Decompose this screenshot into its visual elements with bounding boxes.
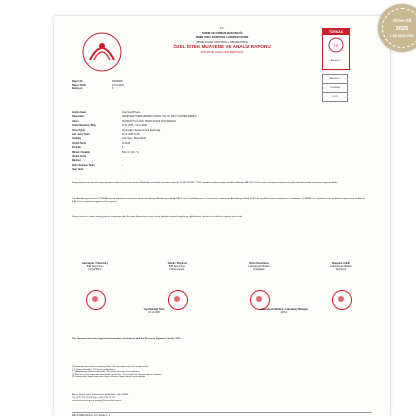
sample-info-table [72,112,352,173]
meta-value: 0 [112,87,114,91]
lab-name-en: (IZMIR FOOD CONTROL LABORATORY) [195,39,249,44]
footnote: (*) Analiz sonuçları yalnızca numuneye aittir. / Results relate only to the sample tested. [72,366,149,368]
meta-key: Rapor Tarihi [72,83,86,87]
side-box-cell: 12.25 [322,93,348,102]
info-value: 07.11.2025 12:30 [122,133,140,136]
stamp-icon [250,290,270,310]
issue-signature [114,308,194,314]
report-title: ÖZEL İSTEK MUAYENE VE ANALİZ RAPORU [173,44,271,50]
info-key: Miktarı / Sıcaklık [72,151,90,154]
lab-name: İZMİR GIDA KONTROL LABORATUVARI [195,35,249,40]
info-key: Ambalaj [72,138,81,141]
ministry-name: TARIM VE ORMAN BAKANLIĞI [201,30,243,35]
signature-name: Mühür [280,311,288,315]
info-row [72,169,352,173]
info-value: KÜPRÜKÖYLÜ MAH. PINAR SOKAK NO:8 MANİSA [122,120,176,123]
info-value: - [122,164,123,167]
badge-top: Olive Oil [392,18,412,23]
footnote: (2) Laboratuvara ulaşan numunenin kabul kriterlerine uygun olduğu tespit edilmiştir. [72,376,146,379]
footnote: (1) Numune müşteri tarafından laboratuvara getirilmiştir. / The sample was delivered by the customer. [72,373,162,376]
info-value: Özel İstek/Private [122,112,140,114]
info-key: Analiz Amacı [72,112,87,114]
meta-value: 25209948 [112,80,123,83]
footnote: (**) Ölçüm belirsizliği ± %95 güven aralığındadır. [72,368,115,371]
ministry-logo-icon [82,32,122,72]
signature-role: Birim Sorumlusu [249,262,269,265]
signature-role: Teknik / Physical [167,262,187,265]
info-key: Alan Taraf [72,169,84,172]
signature-name: 13.11.2025 [148,311,160,315]
manager-signature [244,308,324,314]
signature-name: Kimya Birimi [88,268,102,272]
signature-dept: Bitki Sorumlusu [168,265,186,269]
info-key: Cinsi (Type) [72,129,85,132]
info-value: Zeytinyağı / Natürel Sızma Zeytinyağı [122,129,161,132]
report-sheet [54,16,390,416]
signature-dept: Laboratuvar Müdürü [330,265,352,269]
turkak-mark-icon [323,35,349,55]
stamp-icon [86,290,106,310]
side-box-cell: 25209948 [322,84,348,93]
header-text [154,26,290,54]
info-key: Lab. Geliş Tarihi [72,133,90,136]
meta-key: Revizyon [72,87,83,91]
badge-year: 2025 [395,26,409,32]
info-value: - [122,169,123,172]
info-value: - [122,155,123,158]
info-value: ANDEVLER TARIM ORMANCI SANAYİ VE TİC.MET.T.LİMİTED ŞİRKETİ [122,116,197,119]
address-block [72,394,372,403]
address-line: Tel: 0232 376 XX XX Faks: 0232 376 XX XX [72,397,115,399]
signature-name: Fiziksel Analiz [169,268,185,272]
info-key: Parti No [72,147,81,150]
info-value: 2 [122,147,124,150]
info-value: Cam Şişe / Glass Bottle [122,138,147,141]
signature-role: Muayene Yetkili [332,262,350,265]
signature-role: Hazırlayan / Chemistry [82,262,108,265]
address-line: Adres: Gıda Kontrol Laboratuvarı Müdürlüğü, Çiğli / İZMİR [72,394,129,396]
signature-dept: Bitki Sorumlusu [86,265,104,269]
info-key: Adres [72,120,79,123]
disclaimer-paragraph: Deney sonuçları sadece deneyi yapılan numuneye aittir. Bu rapor laboratuvarın yazılı onayı olmadan kısmen kopyalanıp çoğaltılamaz. İmzasız ve mühürsüz raporlar geçersizdir. [72,216,243,218]
info-key: Şekil, Numune Tarihi [72,164,95,167]
info-key: Analiz Başlama / Bitiş [72,125,96,128]
signature-block [146,262,208,272]
signature-role: Yayımlandığı Tarih [143,308,165,311]
svg-text:TS: TS [333,43,339,48]
info-value: 500 ml / 20,1 °C [122,151,139,154]
info-value: 07.11.2025 - 13.11.2025 [122,125,147,128]
turkak-label: TÜRKAK [323,29,349,35]
meta-value: 13.11.2025 [112,83,124,87]
accreditation-box [322,74,348,102]
meta-key: Rapor No [72,80,83,83]
turkak-logo [322,28,350,70]
badge-bottom: LAB ANALYSIS [390,34,414,38]
info-key: Markası [72,160,81,163]
signature-name: Onaylayan [253,268,265,272]
signature-block [64,262,126,272]
footer-bar: DEY-FORM-26 Rev. 01 | Sayfa 1 / 1 [72,412,372,416]
signature-role: Laboratuvar Müdürü / Laboratory Manager [259,308,309,311]
address-line: www.tarimorman.gov.tr izmirgkl@tarimorman.gov.tr [72,400,122,402]
report-meta [72,80,302,91]
info-key: Üretici Firma [72,155,87,158]
meta-row [72,87,302,91]
esign-note: This document has been signed electronically in accordance with the Electronic Signature Law No. 5070 [72,338,181,340]
accreditation-paragraph: Deney laboratuvarı olarak faaliyet gösteren Gıda Kontrol Laboratuvarı Müdürlüğü tarafından yürütülen analizler TS EN ISO/IEC 17025 standardı şartlarına göre akredite edilmiştir. (AB-0615-T) Bu rapor, numunenin laboratuvara geliş halindeki analiz sonuçlarını kapsamaktadır. [72,182,338,184]
info-key: Talep Eden [72,116,85,119]
turkak-paragraph: Türk Akreditasyon Kurumu (TÜRKAK) deney raporlarının tanınması konusunda Avrupa Akreditasyon Birliği (EA) ile Çok Taraflı Anlaşma ve Uluslararası Laboratuvar Akreditasyon Birliği (ILAC) ile karşılıklı tanınma anlaşmasını imzalamıştır. (TÜRKAK is a signatory to the multilateral agreements of EA and ILAC for the mutual recognition of test reports.) [72,198,365,204]
turkak-ref: AB-0615-T [330,60,342,62]
republic: T.C. [219,26,225,30]
signature-block [310,262,372,272]
report-title-en: (PRIVATE ANALYSIS REPORT) [200,50,244,55]
signature-block [228,262,290,272]
info-value: 11.2025 [122,142,131,145]
info-value: - [122,160,123,163]
signature-name: Approved [335,268,347,272]
footnote: (***) Akreditasyon kapsamı dışındadır. / Not within the scope of accreditation. [72,371,141,374]
signature-dept: Laboratuvar Müdürü [248,265,270,269]
stamp-icon [168,290,188,310]
stamp-icon [332,290,352,310]
side-box-cell: AB-0615-T [322,74,348,84]
info-key: Üretim Tarihi [72,142,86,145]
footnotes [72,366,372,379]
